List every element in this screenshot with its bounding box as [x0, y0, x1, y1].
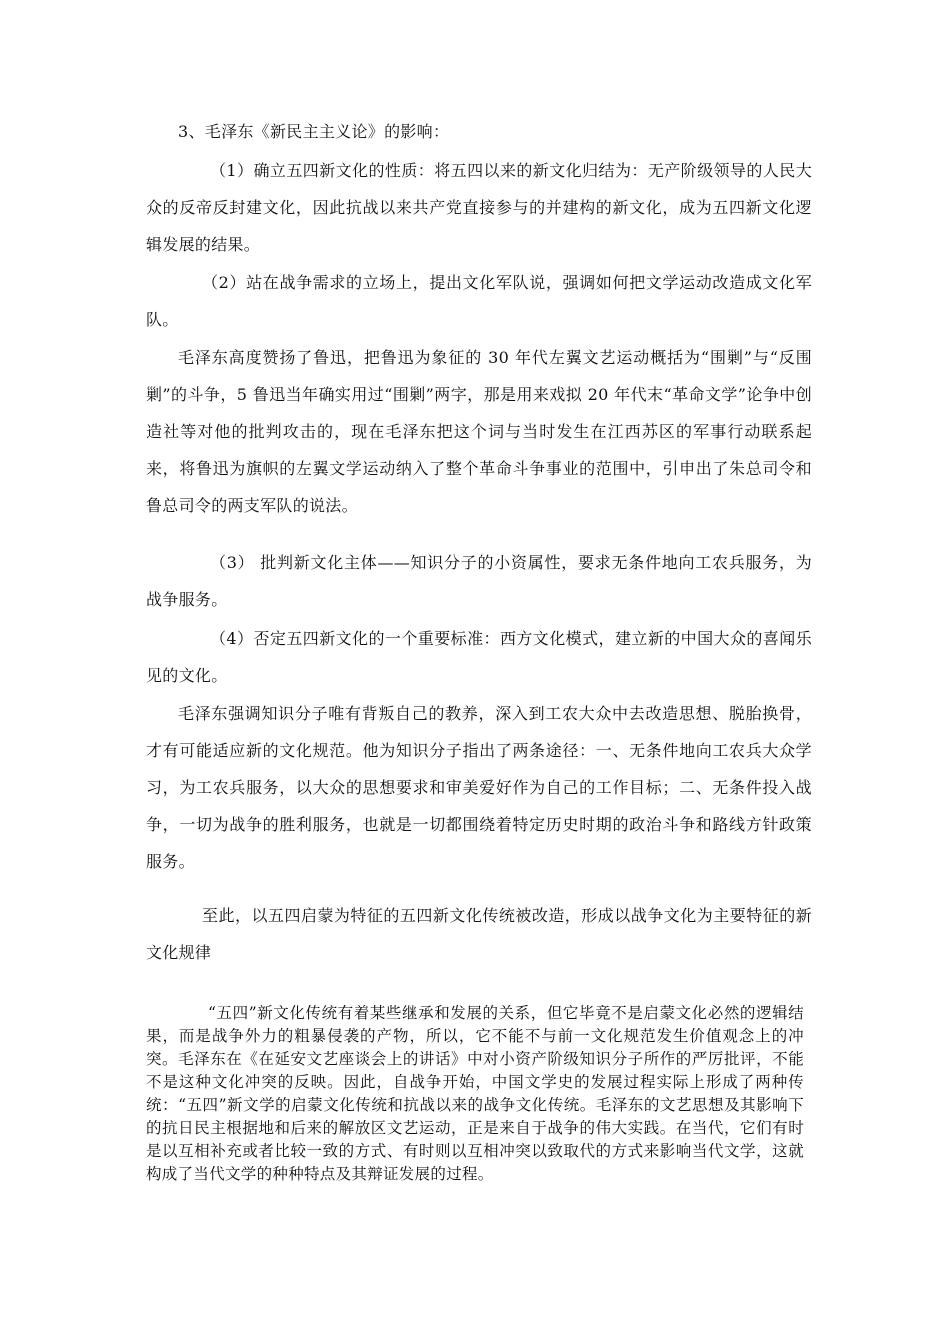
paragraph-5: （4）否定五四新文化的一个重要标准：西方文化模式，建立新的中国大众的喜闻乐见的文化。	[146, 629, 812, 685]
section-heading: 3、毛泽东《新民主主义论》的影响：	[178, 122, 450, 141]
paragraph-8: “五四”新文化传统有着某些继承和发展的关系，但它毕竟不是启蒙文化必然的逻辑结果，而是战争外力的粗暴侵袭的产物，所以，它不能不与前一文化规范发生价值观念上的冲突。毛泽东在《在延安文艺座谈会上的讲话》中对小资产阶级知识分子所作的严厉批评，不能不是这种文化冲突的反映。因此，自战争开始，中国文学史的发展过程实际上形成了两种传统：“五四”新文学的启蒙文化传统和抗战以来的战争文化传统。毛泽东的文艺思想及其影响下的抗日民主根据地和后来的解放区文艺运动，正是来自于战争的伟大实践。在当代，它们有时是以互相补充或者比较一致的方式、有时则以互相冲突以致取代的方式来影响当代文学，这就构成了当代文学的种种特点及其辩证发展的过程。	[146, 1004, 804, 1183]
paragraph-3: 毛泽东高度赞扬了鲁迅，把鲁迅为象征的 30 年代左翼文艺运动概括为“围剿”与“反围剿”的斗争，5 鲁迅当年确实用过“围剿”两字，那是用来戏拟 20 年代末“革命文学”论争中创造社等对他的批判攻击的，现在毛泽东把这个词与当时发生在江西苏区的军事行动联系起来，将鲁迅为旗帜的左翼文学运动纳入了整个革命斗争事业的范围中，引申出了朱总司令和鲁总司令的两支军队的说法。	[146, 348, 812, 515]
paragraph-6: 毛泽东强调知识分子唯有背叛自己的教养，深入到工农大众中去改造思想、脱胎换骨，才有可能适应新的文化规范。他为知识分子指出了两条途径：一、无条件地向工农兵大众学习，为工农兵服务，以大众的思想要求和审美爱好作为自己的工作目标；二、无条件投入战争，一切为战争的胜利服务，也就是一切都围绕着特定历史时期的政治斗争和路线方针政策服务。	[146, 704, 812, 871]
paragraph-7: 至此，以五四启蒙为特征的五四新文化传统被改造，形成以战争文化为主要特征的新文化规律	[146, 906, 812, 962]
paragraph-2: （2）站在战争需求的立场上，提出文化军队说，强调如何把文学运动改造成文化军队。	[146, 273, 812, 329]
paragraph-1: （1）确立五四新文化的性质：将五四以来的新文化归结为：无产阶级领导的人民大众的反帝反封建文化，因此抗战以来共产党直接参与的并建构的新文化，成为五四新文化逻辑发展的结果。	[146, 161, 812, 254]
paragraph-4: （3） 批判新文化主体——知识分子的小资属性，要求无条件地向工农兵服务，为战争服务。	[146, 553, 812, 609]
